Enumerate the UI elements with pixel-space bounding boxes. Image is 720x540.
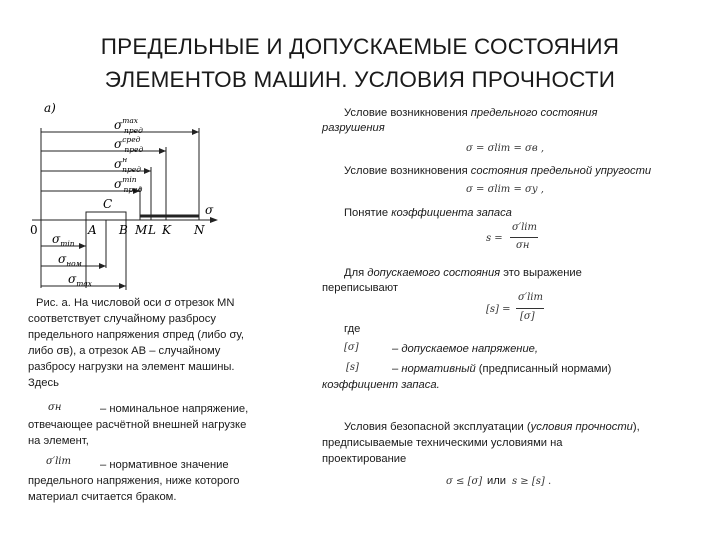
formula-fracture: σ = σlim = σв , <box>466 143 545 154</box>
symbol-allowable-stress: [σ] <box>344 342 359 353</box>
point-k: K <box>162 223 171 237</box>
symbol-sigma-lim: σ′lim <box>46 456 71 467</box>
caption-line-11: предельного напряжения, ниже которого <box>28 475 240 487</box>
caption-line-6: Здесь <box>28 377 59 389</box>
title-line-1: ПРЕДЕЛЬНЫЕ И ДОПУСКАЕМЫЕ СОСТОЯНИЯ <box>100 34 620 59</box>
safe-operation-line-3: проектирование <box>322 453 407 465</box>
label-sigma-nom: $\sigma_{ном}$ <box>58 252 82 268</box>
caption-line-12: материал считается браком. <box>28 491 177 503</box>
where-label: где <box>344 323 361 335</box>
strength-condition-stress: σ ≤ [σ] <box>446 476 483 487</box>
formula-elastic: σ = σlim = σу , <box>466 184 544 195</box>
elastic-limit-heading: Условие возникновения состояния предельной упругости <box>344 165 652 177</box>
caption-line-5: разбросу нагрузки на элемент машины. <box>28 361 235 373</box>
axis-arrow-icon <box>210 217 218 223</box>
allowable-stress-def: – допускаемое напряжение, <box>392 343 539 355</box>
point-zero: 0 <box>30 223 38 237</box>
formula-safety-factor: s = σ′lim σн <box>486 222 537 251</box>
point-b: B <box>119 223 128 237</box>
normative-factor-def-2: коэффициент запаса. <box>322 379 440 391</box>
safe-operation-line-2: предписываемые техническими условиями на <box>322 437 563 449</box>
figure-tag: а) <box>44 101 56 115</box>
point-n: N <box>194 223 205 237</box>
allowable-state-line-1: Для допускаемого состояния это выражение <box>344 267 582 279</box>
normative-factor-def: – нормативный (предписанный нормами) <box>392 363 612 375</box>
label-sigma-pred-sred: $\sigma^{сред}$ пред <box>114 135 144 154</box>
caption-line-1: Рис. а. На числовой оси σ отрезок MN <box>36 297 235 309</box>
stress-number-line-diagram <box>28 100 288 290</box>
safety-factor-heading: Понятие коэффициента запаса <box>344 207 512 219</box>
or-label: или <box>487 475 507 487</box>
caption-line-7: – номинальное напряжение, <box>100 403 249 415</box>
caption-line-4: либо σв), а отрезок AB – случайному <box>28 345 221 357</box>
axis-label-sigma: σ <box>205 203 214 217</box>
caption-line-3: предельного напряжения σпред (либо σу, <box>28 329 244 341</box>
caption-line-8: отвечающее расчётной внешней нагрузке <box>28 419 247 431</box>
strength-condition-factor: s ≥ [s] . <box>512 476 552 487</box>
segment-ab-box <box>86 212 126 220</box>
label-sigma-pred-min: $\sigma^{min}$ пред <box>114 175 143 194</box>
allowable-state-line-2: переписывают <box>322 282 398 294</box>
caption-line-9: на элемент, <box>28 435 89 447</box>
point-m: M <box>135 223 148 237</box>
label-sigma-pred-max: $\sigma^{max}$ пред <box>114 116 143 135</box>
formula-allowable-factor: [s] = σ′lim [σ] <box>486 292 543 322</box>
point-l: L <box>148 223 156 237</box>
limit-state-fracture-heading-2: разрушения <box>322 122 385 134</box>
caption-line-10: – нормативное значение <box>100 459 229 471</box>
symbol-sigma-nominal: σн <box>48 402 62 413</box>
title-line-2: ЭЛЕМЕНТОВ МАШИН. УСЛОВИЯ ПРОЧНОСТИ <box>104 67 616 92</box>
caption-line-2: соответствует случайному разбросу <box>28 313 216 325</box>
label-sigma-min: $\sigma_{min}$ <box>52 232 75 248</box>
label-sigma-max: $\sigma_{max}$ <box>68 272 93 288</box>
point-c: C <box>103 197 113 211</box>
point-a: A <box>88 223 97 237</box>
label-sigma-pred-n: $\sigma^н$ пред <box>114 155 141 174</box>
safe-operation-line-1: Условия безопасной эксплуатации (условия прочности), <box>344 421 640 433</box>
slide-title <box>40 30 680 96</box>
limit-state-fracture-heading: Условие возникновения предельного состояния <box>344 107 598 119</box>
symbol-normative-factor: [s] <box>346 362 359 373</box>
